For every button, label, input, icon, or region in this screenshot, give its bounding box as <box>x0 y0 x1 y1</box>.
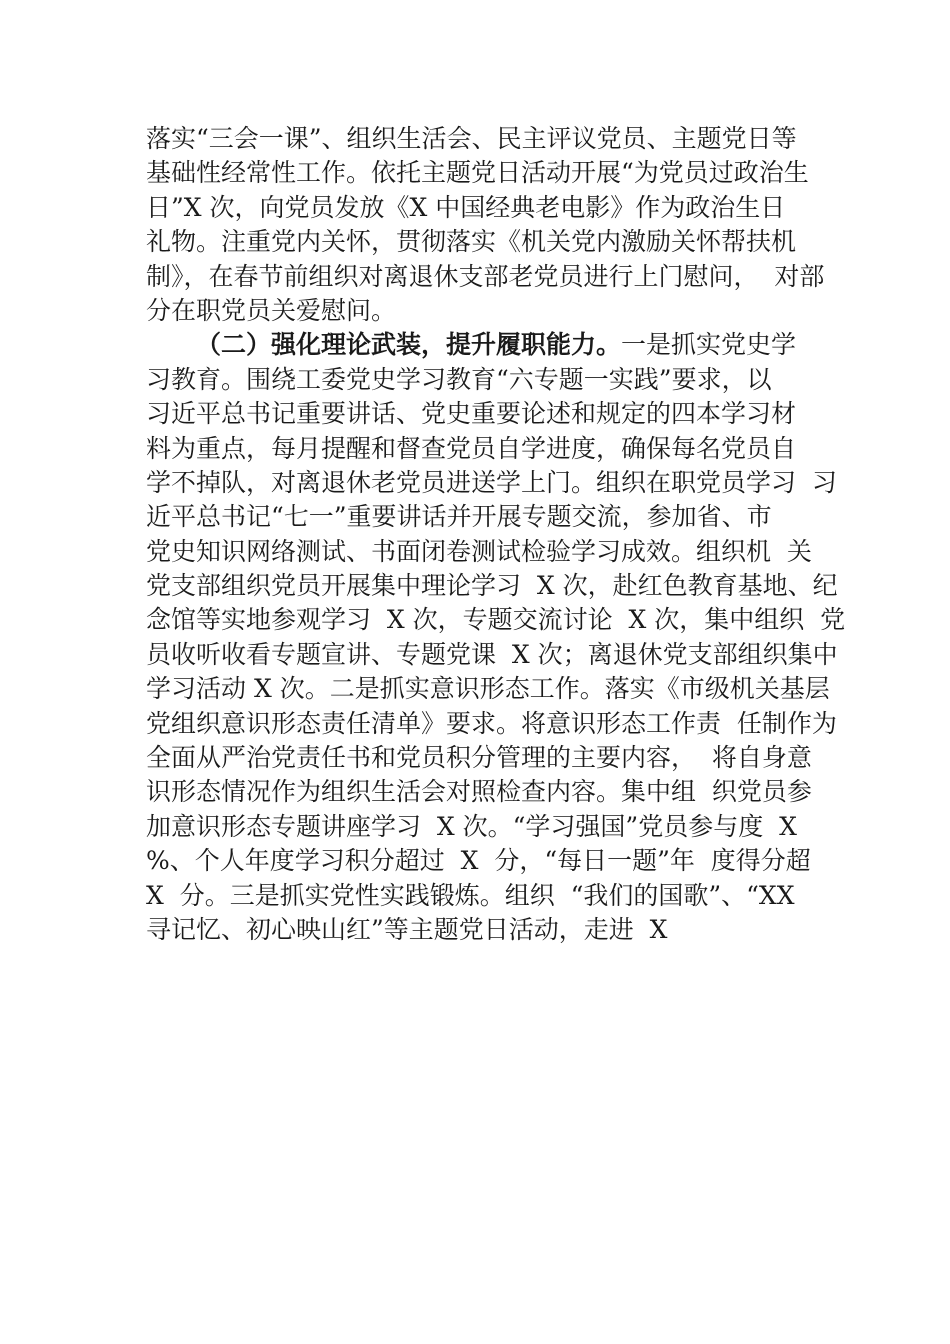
text-line: 习近平总书记重要讲话、党史重要论述和规定的四本学习材 <box>146 399 797 429</box>
text-line: 落实“三会一课”、组织生活会、民主评议党员、主题党日等 <box>146 124 797 153</box>
text-line: 加意识形态专题讲座学习 X 次。“学习强国”党员参与度 X <box>146 811 797 841</box>
text-line: 料为重点，每月提醒和督查党员自学进度，确保每名党员自 <box>146 433 797 463</box>
text-line: 寻记忆、初心映山红”等主题党日活动，走进 X <box>146 914 668 944</box>
text-line: 习教育。围绕工委党史学习教育“六专题一实践”要求，以 <box>146 364 772 394</box>
text-line: 员收听收看专题宣讲、专题党课 X 次；离退休党支部组织集中 <box>146 639 838 669</box>
text-line: 学习活动 X 次。二是抓实意识形态工作。落实《市级机关基层 <box>146 674 830 704</box>
text-line: %、个人年度学习积分超过 X 分，“每日一题”年 度得分超 <box>146 846 811 876</box>
text-line: 念馆等实地参观学习 X 次，专题交流讨论 X 次，集中组织 党 <box>146 605 846 635</box>
text-line: 近平总书记“七一”重要讲话并开展专题交流，参加省、市 <box>146 502 772 532</box>
text-line: 党支部组织党员开展集中理论学习 X 次，赴红色教育基地、纪 <box>146 571 838 601</box>
text-line: 识形态情况作为组织生活会对照检查内容。集中组 织党员参 <box>146 777 812 807</box>
text-line: X 分。三是抓实党性实践锻炼。组织 “我们的国歌”、“XX <box>146 880 795 910</box>
body-text <box>146 122 846 947</box>
text-line: 党史知识网络测试、书面闭卷测试检验学习成效。组织机 关 <box>146 536 812 566</box>
text-line: 学不掉队，对离退休老党员进送学上门。组织在职党员学习 习 <box>146 467 837 497</box>
text-line: 日”X 次，向党员发放《X 中国经典老电影》作为政治生日 <box>146 192 786 222</box>
text-line: 党组织意识形态责任清单》要求。将意识形态工作责 任制作为 <box>146 708 837 738</box>
text-line: 礼物。注重党内关怀，贯彻落实《机关党内激励关怀帮扶机 <box>146 227 797 257</box>
text-line: 分在职党员关爱慰问。 <box>146 295 397 325</box>
text-line: 基础性经常性工作。依托主题党日活动开展“为党员过政治生 <box>146 158 809 188</box>
section-first-line-text: 一是抓实党史学 <box>621 330 797 360</box>
text-line: 全面从严治党责任书和党员积分管理的主要内容， 将自身意 <box>146 743 812 773</box>
paragraph-2 <box>146 328 846 947</box>
text-line: 制》，在春节前组织对离退休支部老党员进行上门慰问， 对部 <box>146 261 825 291</box>
paragraph-1 <box>146 122 836 328</box>
section-heading: （二）强化理论武装，提升履职能力。 <box>196 330 622 360</box>
section-first-line <box>146 328 836 362</box>
